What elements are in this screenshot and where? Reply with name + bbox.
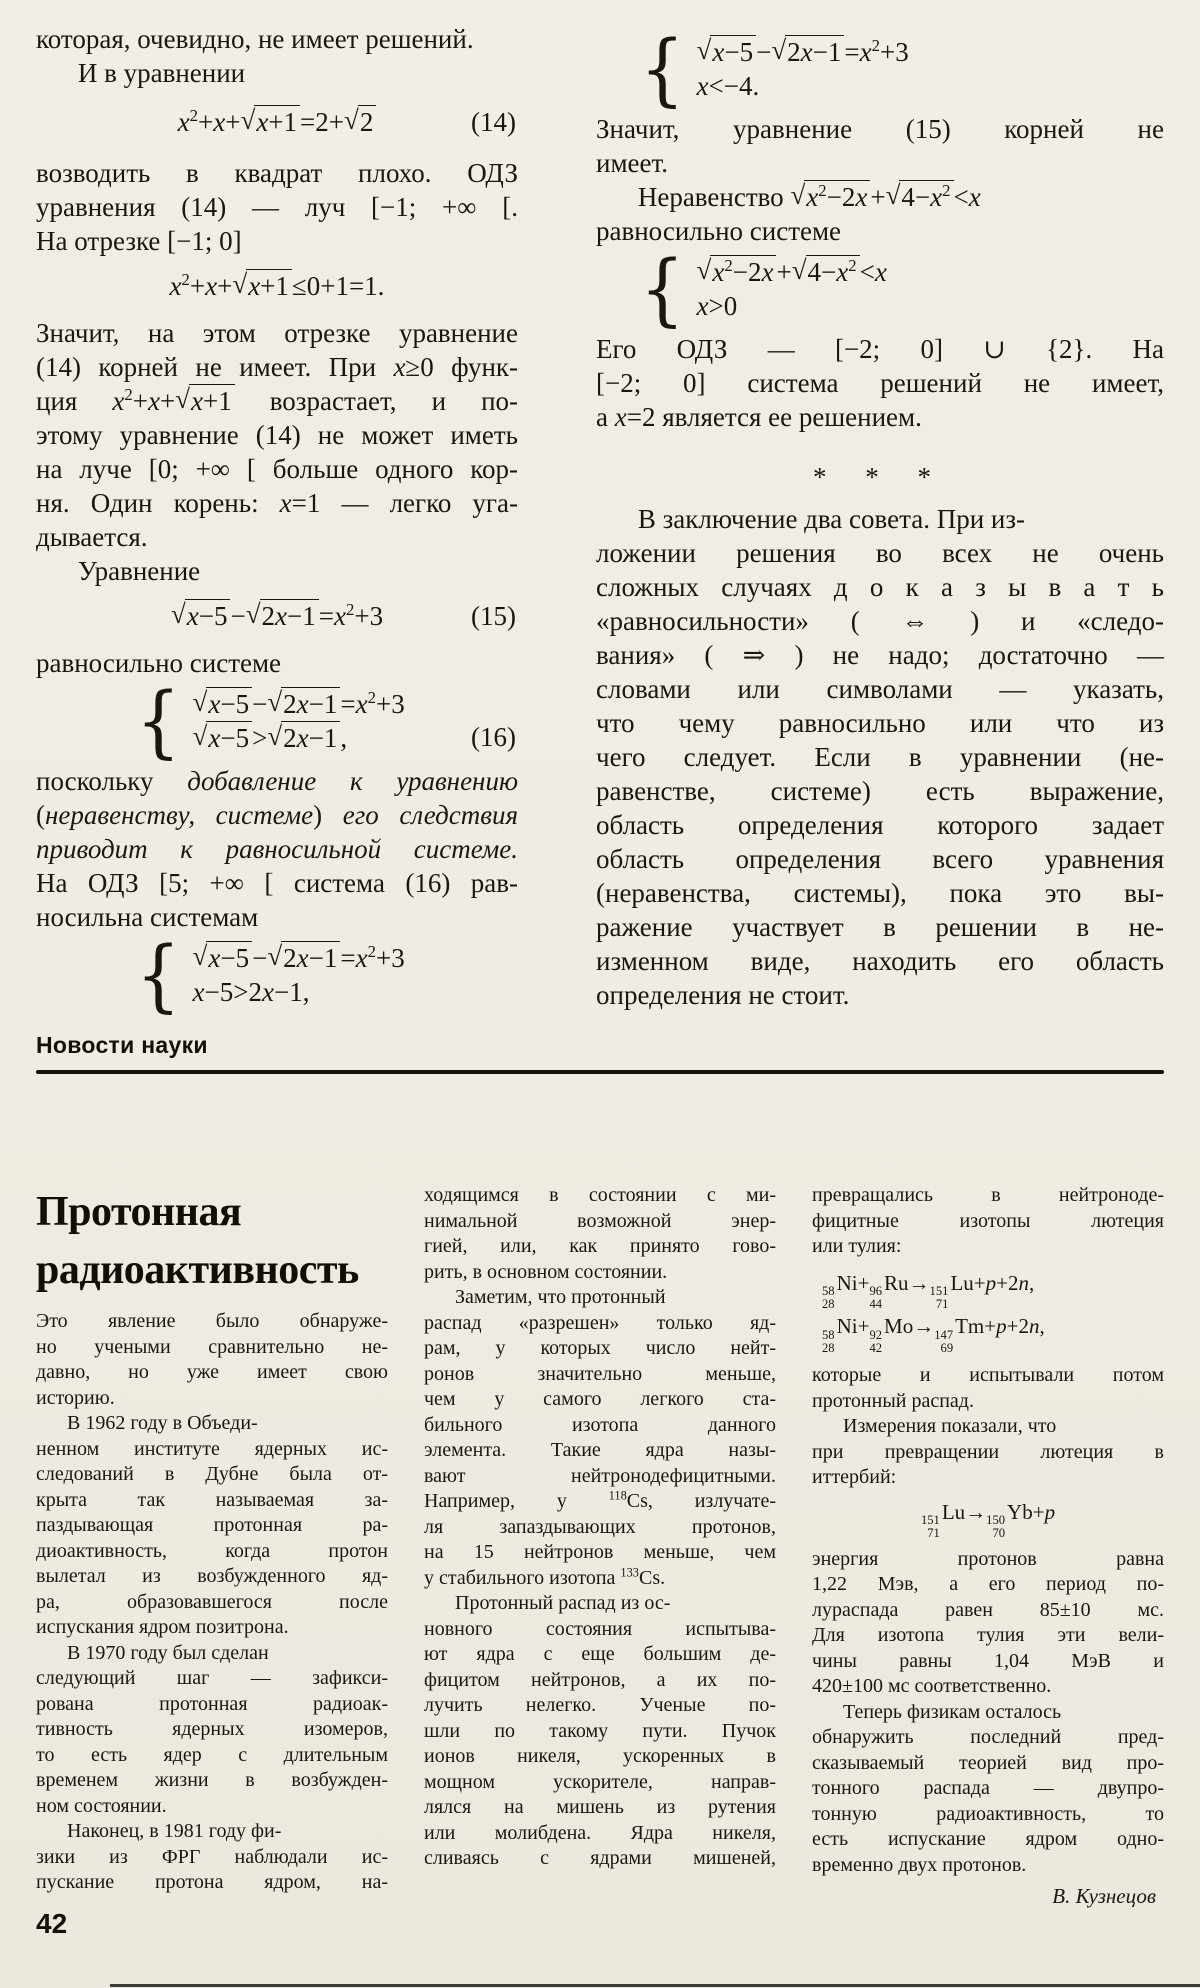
section-divider-asterisks: * * * (813, 462, 947, 492)
equation-tag: (15) (471, 601, 516, 631)
paragraph (812, 1363, 1164, 1491)
text-line: историю. (36, 1386, 115, 1409)
equation-bound (36, 266, 518, 306)
text-line: 1,22 Мэв, а его период по- (812, 1573, 1164, 1596)
formula: $x^2+x+√x+1 \le 0+1=1$. (169, 269, 385, 301)
equation-system-top (596, 23, 1164, 115)
text-line: крыта так называемая за- (36, 1488, 388, 1511)
text-line: равносильно системе (596, 216, 842, 246)
text-line: сказываемый теорией вид про- (812, 1751, 1164, 1774)
text-line: или молибдена. Ядра никеля, (424, 1821, 776, 1844)
text-line: носильна системам (36, 902, 259, 932)
text-line: на луче [0; +∞ [ больше одного кор- (36, 454, 518, 484)
formula: √x−5 >√2x−1 , (192, 721, 348, 753)
paragraph (596, 502, 1164, 1012)
news-section-label: Новости науки (36, 1032, 208, 1058)
scan-edge-artifact (110, 1984, 1200, 1987)
text-line: В заключение два совета. При из- (637, 504, 1026, 534)
text-line: иттербий: (812, 1466, 897, 1489)
text-line: Наконец, в 1981 году фи- (67, 1820, 282, 1842)
formula: 151 71 Lu→ 150 70 Yb+p (920, 1499, 1056, 1540)
article-column-1 (36, 1183, 388, 1910)
text-line: паздывающая протонная ра- (36, 1514, 388, 1536)
top-right-column (596, 22, 1164, 1018)
text-line: энергия протонов равна (812, 1547, 1164, 1570)
text-line: Неравенство $√x^2-2x +√4-x^2 <x$ (637, 180, 981, 212)
formula: $√x-5 -√2x-1 =x^2+3$ (696, 35, 909, 67)
text-line: область определения всего уравнения (596, 844, 1164, 874)
text-line: равносильно системе (36, 648, 282, 678)
formula: 58 28 Ni+ 96 44 Ru→ 151 71 Lu+p+2n, (822, 1270, 1035, 1311)
text-line: Для изотопа тулия эти вели- (812, 1624, 1164, 1647)
text-line: В 1962 году в Объеди- (67, 1412, 258, 1434)
article-title-line2: радиоактивность (36, 1247, 359, 1293)
text-line: лучить нелегко. Ученые по- (424, 1694, 776, 1716)
paragraph (812, 1547, 1164, 1879)
top-math-section (36, 22, 1164, 1021)
text-line: приводит к равносильной системе. (36, 834, 518, 864)
text-line: на 15 нейтронов меньше, чем (424, 1541, 776, 1563)
paragraph (596, 332, 1164, 434)
paragraph (424, 1183, 776, 1872)
text-line: ном состоянии. (36, 1794, 167, 1817)
text-line: ля запаздывающих протонов, (424, 1515, 776, 1538)
text-line: при превращении лютеция в (812, 1440, 1164, 1463)
text-line: временно двух протонов. (812, 1853, 1027, 1876)
paragraph (36, 764, 518, 934)
text-line: определения не стоит. (596, 980, 850, 1010)
text-line: Значит, уравнение (15) корней не (596, 114, 1164, 144)
paragraph (36, 22, 518, 90)
text-line: вают нейтронодефицитными. (424, 1464, 776, 1487)
text-line: у стабильного изотопа $^{133}$Cs. (424, 1564, 666, 1589)
text-line: мощном ускорителе, направ- (424, 1770, 776, 1793)
text-line: Уравнение (77, 556, 201, 586)
text-line: (14) корней не имеет. При x≥0 функ- (36, 352, 519, 382)
text-line: вылетал из возбужденного яд- (36, 1565, 388, 1587)
formula: $√x-5 -√2x-1 =x^2+3$ (170, 599, 384, 631)
text-line: обнаружить последний пред- (812, 1726, 1164, 1749)
text-line: рам, у которых число нейт- (424, 1337, 776, 1359)
formula: $√x-5 -√2x-1 =x^2+3$ (192, 941, 405, 973)
text-line: ложении решения во всех не очень (596, 538, 1164, 568)
text-line: Теперь физикам осталось (843, 1700, 1062, 1723)
text-line: зики из ФРГ наблюдали ис- (36, 1845, 388, 1868)
equation-tag: (16) (471, 722, 516, 752)
equation-system-final (36, 929, 518, 1021)
text-line: изменном виде, находить его область (596, 946, 1164, 976)
text-line: элемента. Такие ядра назы- (424, 1439, 776, 1461)
text-line: ют ядра с еще большим де- (424, 1643, 776, 1665)
text-line: но учеными сравнительно не- (36, 1335, 388, 1358)
text-line: пускание протона ядром, на- (36, 1871, 388, 1893)
text-line: распад «разрешен» только яд- (424, 1311, 776, 1334)
text-line: которая, очевидно, не имеет решений. (36, 24, 474, 54)
text-line: тивность ядерных изомеров, (36, 1718, 388, 1740)
text-line: ня. Один корень: x=1 — легко уга- (36, 488, 518, 518)
text-line: ионов никеля, ускоренных в (424, 1745, 776, 1767)
text-line: На ОДЗ [5; +∞ [ система (16) рав- (36, 868, 518, 898)
text-line: этому уравнение (14) не может иметь (36, 420, 518, 450)
text-line: Протонный распад из ос- (455, 1592, 671, 1614)
text-line: имеет. (596, 148, 669, 178)
text-line: (неравенства, системы), пока это вы- (596, 878, 1164, 908)
text-line: И в уравнении (77, 58, 246, 88)
text-line: рована протонная радиоак- (36, 1692, 388, 1715)
text-line: есть испускание ядром одно- (812, 1828, 1164, 1851)
text-line: Его ОДЗ — [−2; 0] ∪ {2}. На (596, 334, 1164, 364)
text-line: ронов значительно меньше, (424, 1362, 776, 1385)
text-line: чем у самого легкого ста- (424, 1388, 776, 1410)
paragraph (36, 156, 518, 258)
text-line: Например, у $^{118}$Cs, излучате- (424, 1488, 777, 1512)
text-line: превращались в нейтроноде- (812, 1184, 1164, 1206)
text-line: вания» ( ⇒ ) не надо; достаточно — (596, 640, 1164, 670)
text-line: гией, или, как принято гово- (424, 1235, 776, 1257)
system-brace: { (640, 243, 685, 335)
system-brace: { (640, 23, 685, 115)
paragraph (36, 646, 518, 680)
equation-tag: (14) (471, 107, 516, 137)
text-line: «равносильности» ( ⇔ ) и «следо- (596, 606, 1164, 636)
text-line: поскольку добавление к уравнению (36, 766, 518, 796)
text-line: лураспада равен 85±10 мс. (812, 1598, 1164, 1621)
text-line: фицитные изотопы лютеция (812, 1209, 1164, 1232)
text-line: В 1970 году был сделан (67, 1641, 269, 1664)
text-line: которые и испытывали потом (812, 1364, 1164, 1387)
text-line: или тулия: (812, 1235, 902, 1257)
text-line: чего следует. Если в уравнении (не- (596, 742, 1164, 772)
formula: x<−4. (696, 71, 760, 101)
text-line: Заметим, что протонный (455, 1286, 666, 1308)
text-line: что чему равносильно или что из (596, 708, 1164, 738)
text-line: следующий шаг — зафикси- (36, 1667, 388, 1689)
paragraph (36, 316, 518, 588)
text-line: фицитом нейтронов, а их по- (424, 1668, 776, 1691)
top-left-column (36, 22, 519, 1021)
text-line: то есть ядер с длительным (36, 1743, 388, 1766)
page-number: 42 (36, 1908, 68, 1939)
formula: $√x^2-2x +√4-x^2 <x$ (696, 255, 887, 287)
text-line: тонную радиоактивность, то (812, 1802, 1164, 1825)
text-line: область определения которого задает (596, 810, 1164, 840)
formula: x−5>2x−1, (192, 977, 310, 1007)
text-line: словами или символами — указать, (596, 674, 1164, 704)
paragraph (596, 112, 1164, 248)
text-line: следований в Дубне была от- (36, 1463, 388, 1485)
text-line: новного состояния испытыва- (424, 1617, 776, 1640)
text-line: уравнения (14) — луч [−1; +∞ [. (36, 192, 518, 222)
formula: 58 28 Ni+ 92 42 Mo→ 147 69 Tm+p+2n, (822, 1314, 1045, 1355)
system-brace: { (136, 929, 181, 1021)
text-line: нимальной возможной энер- (424, 1209, 776, 1232)
text-line: диоактивность, когда протон (36, 1539, 388, 1562)
text-line: Значит, на этом отрезке уравнение (36, 318, 518, 348)
article-title-line1: Протонная (36, 1189, 242, 1235)
text-line: 420±100 мс соответственно. (812, 1675, 1052, 1698)
formula: $x^2+x+√x+1 =2+√2$ (178, 107, 377, 137)
equation-14 (36, 102, 518, 142)
text-line: сложных случаях д о к а з ы в а т ь (596, 572, 1164, 602)
article-proton-radioactivity (36, 1183, 1164, 1910)
paragraph (812, 1183, 1164, 1260)
text-line: [−2; 0] система решений не имеет, (596, 368, 1164, 398)
text-line: давно, но уже имеет свою (36, 1361, 388, 1383)
text-line: дывается. (36, 522, 148, 552)
text-line: испускания ядром позитрона. (36, 1616, 289, 1638)
formula: $√x-5 -√2x-1 =x^2+3$ (192, 687, 405, 719)
section-rule (36, 1070, 1164, 1074)
text-line: шли по такому пути. Пучок (424, 1719, 776, 1742)
text-line: На отрезке [−1; 0] (36, 226, 242, 256)
text-line: равенстве, системе) есть выражение, (596, 776, 1164, 806)
text-line: ненном институте ядерных ис- (36, 1437, 388, 1460)
text-line: Это явление было обнаруже- (36, 1310, 388, 1332)
nuclear-equation-2 (812, 1496, 1164, 1540)
equation-15 (36, 596, 518, 636)
text-line: ция $x^2+x+√x+1$ возрастает, и по- (36, 384, 519, 416)
text-line: чины равны 1,04 МэВ и (812, 1649, 1164, 1672)
equation-system-16 (36, 675, 518, 767)
text-line: ходящимся в состоянии с ми- (424, 1184, 776, 1206)
text-line: рить, в основном состоянии. (424, 1260, 668, 1283)
text-line: Измерения показали, что (843, 1415, 1057, 1438)
text-line: тонного распада — двупро- (812, 1777, 1164, 1800)
system-brace: { (136, 675, 181, 767)
text-line: а x=2 является ее решением. (596, 402, 922, 432)
equation-system-inequality (596, 243, 1164, 335)
nuclear-equation-1 (812, 1267, 1164, 1355)
article-column-3 (812, 1183, 1164, 1910)
article-title (36, 1183, 388, 1299)
article-column-2 (424, 1183, 776, 1910)
formula: x>0 (696, 291, 738, 321)
article-byline: В. Кузнецов (1052, 1884, 1156, 1909)
text-line: лялся на мишень из рутения (424, 1796, 776, 1818)
text-line: (неравенству, системе) его следствия (36, 800, 519, 830)
text-line: ра, образовавшегося после (36, 1590, 388, 1613)
text-line: возводить в квадрат плохо. ОДЗ (36, 158, 518, 188)
text-line: ражение участвует в решении в не- (596, 912, 1164, 942)
paragraph (36, 1309, 388, 1896)
text-line: сливаясь с ядрами мишеней, (424, 1847, 776, 1869)
text-line: временем жизни в возбужден- (36, 1769, 388, 1791)
text-line: протонный распад. (812, 1389, 974, 1412)
text-line: бильного изотопа данного (424, 1413, 776, 1436)
